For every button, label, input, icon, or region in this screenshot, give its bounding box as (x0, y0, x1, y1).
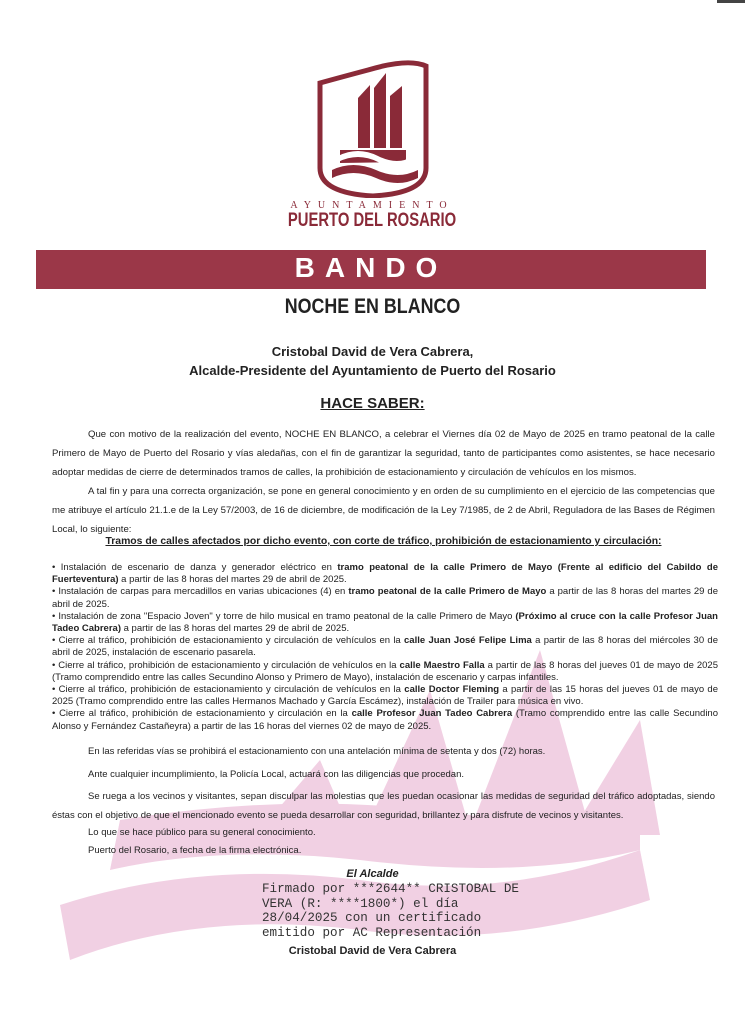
logo-puerto-del-rosario: PUERTO DEL ROSARIO (287, 210, 457, 231)
hace-saber-heading: HACE SABER: (320, 395, 425, 412)
logo-ayuntamiento: AYUNTAMIENTO (290, 200, 454, 211)
electronic-signature: Firmado por ***2644** CRISTOBAL DE VERA (R: ****1800*) el día 28/04/2025 con un certificado emitido por AC Representación (262, 882, 519, 940)
bando-title: BANDO (294, 252, 448, 283)
list-item: • Instalación de escenario de danza y generador eléctrico en tramo peatonal de la calle Primero de Mayo (Frente al edificio del Cabildo de Fuerteventura) a partir de las 8 horas del martes 29 de abril de 2025. (52, 562, 718, 586)
list-item: • Cierre al tráfico, prohibición de estacionamiento y circulación de vehículos en la calle Maestro Falla a partir de las 8 horas del jueves 01 de mayo de 2025 (Tramo comprendido entre las calles Secundino Alonso y Primero de Mayo), instalación de escenario y carpas infantiles. (52, 659, 718, 683)
closing-paragraph-3: Se ruega a los vecinos y visitantes, sepan disculpar las molestias que les puedan ocasionar las medidas de seguridad del tráfico adoptadas, siendo éstas con el objetivo de que el mencionado evento se pueda desarrollar con seguridad, brillantez y para disfrute de vecinos y visitantes. (52, 791, 715, 821)
event-title: NOCHE EN BLANCO (284, 295, 461, 318)
bando-banner (36, 250, 706, 289)
signer-name: Cristobal David de Vera Cabrera (288, 945, 457, 957)
document-page: AYUNTAMIENTO PUERTO DEL ROSARIO BANDO NOCHE EN BLANCO Cristobal David de Vera Cabrera, Alcalde-Presidente del Ayuntamiento de Puerto del Rosario HACE SABER: Que con motivo de la realización del evento, NOCHE EN BLANCO, a celebrar el Viernes día 02 de Mayo de 2025 en tramo peatonal de la calle Primero de Mayo de Puerto del Rosario y vías aledañas, con el fin de garantizar la seguridad, tanto de participantes como asistentes, se hace necesario adoptar medidas de cierre de determinados tramos de calles, la prohibición de estacionamiento y circulación de vehículos en los mismos. A tal fin y para una correcta organización, se pone en general conocimiento y en orden de su cumplimiento en el ejercicio de las competencias que me atribuye el artículo 21.1.e de la Ley 57/2003, de 16 de diciembre, de modificación de la Ley 7/1985, de 2 de Abril, Reguladora de las Bases de Régimen Local, lo siguiente: Tramos de calles afectados por dicho evento, con corte de tráfico, prohibición de estacionamiento y circulación: • Instalación de escenario de danza y generador eléctrico en tramo peatonal de la calle Primero de Mayo (Frente al edificio del Cabildo de Fuerteventura) a partir de las 8 horas del martes 29 de abril de 2025. • Instalación de carpas para mercadillos en varias ubicaciones (4) en tramo peatonal de la calle Primero de Mayo a partir de las 8 horas del martes 29 de abril de 2025. • Instalación de zona "Espacio Joven" y torre de hilo musical en tramo peatonal de la calle Primero de Mayo (Próximo al cruce con la calle Profesor Juan Tadeo Cabrera) a partir de las 8 horas del martes 29 de abril de 2025. • Cierre al tráfico, prohibición de estacionamiento y circulación de vehículos en la calle Juan José Felipe Lima a partir de las 8 horas del miércoles 30 de abril de 2025, instalación de escenario pasarela. • Cierre al tráfico, prohibición de estacionamiento y circulación de vehículos en la calle Maestro Falla a partir de las 8 horas del jueves 01 de mayo de 2025 (Tramo comprendido entre las calles Secundino Alonso y Primero de Mayo), instalación de escenario y carpas infantiles. • Cierre al tráfico, prohibición de estacionamiento y circulación de vehículos en la calle Doctor Fleming a partir de las 15 horas del jueves 01 de mayo de 2025 (Tramo comprendido entre las calles Hermanos Machado y García Escámez), instalación de Trailer para música en vivo. • Cierre al tráfico, prohibición de estacionamiento y circulación en la calle Profesor Juan Tadeo Cabrera (Tramo comprendido entre las calle Secundino Alonso y Fernández Castañeyra) a partir de las 16 horas del viernes 02 de mayo de 2025. En las referidas vías se prohibirá el estacionamiento con una antelación mínima de setenta y dos (72) horas. Ante cualquier incumplimiento, la Policía Local, actuará con las diligencias que procedan. Se ruega a los vecinos y visitantes, sepan disculpar las molestias que les puedan ocasionar las medidas de seguridad del tráfico adoptadas, siendo éstas con el objetivo de que el mencionado evento se pueda desarrollar con seguridad, brillantez y para disfrute de vecinos y visitantes. Lo que se hace público para su general conocimiento. Puerto del Rosario, a fecha de la firma electrónica. El Alcalde Firmado por ***2644** CRISTOBAL DE VERA (R: ****1800*) el día 28/04/2025 con un certificado emitido por AC Representación Cristobal David de Vera Cabrera (0, 0, 745, 1024)
affected-streets-list (52, 562, 718, 733)
section-title: Tramos de calles afectados por dicho evento, con corte de tráfico, prohibición de estacionamiento y circulación: (105, 536, 662, 547)
scan-edge-mark (717, 0, 745, 3)
list-item: • Instalación de zona "Espacio Joven" y torre de hilo musical en tramo peatonal de la calle Primero de Mayo (Próximo al cruce con la calle Profesor Juan Tadeo Cabrera) a partir de las 8 horas del martes 29 de abril de 2025. (52, 610, 718, 635)
author-role: Alcalde-Presidente del Ayuntamiento de Puerto del Rosario (189, 363, 556, 378)
intro-paragraph-2: A tal fin y para una correcta organización, se pone en general conocimiento y en orden de su cumplimiento en el ejercicio de las competencias que me atribuye el artículo 21.1.e de la Ley 57/2003, de 16 de diciembre, de modificación de la Ley 7/1985, de 2 de Abril, Reguladora de las Bases de Régimen Local, lo siguiente: (52, 486, 715, 535)
list-item: • Instalación de carpas para mercadillos en varias ubicaciones (4) en tramo peatonal de la calle Primero de Mayo a partir de las 8 horas del martes 29 de abril de 2025. (52, 586, 719, 610)
author-name: Cristobal David de Vera Cabrera, (271, 344, 474, 359)
list-item: • Cierre al tráfico, prohibición de estacionamiento y circulación en la calle Profesor Juan Tadeo Cabrera (Tramo comprendido entre las calle Secundino Alonso y Fernández Castañeyra) a partir de las 16 horas del viernes 02 de mayo de 2025. (52, 708, 718, 732)
signature-role: El Alcalde (346, 868, 399, 880)
list-item: • Cierre al tráfico, prohibición de estacionamiento y circulación de vehículos en la calle Juan José Felipe Lima a partir de las 8 horas del miércoles 30 de abril de 2025, instalación de escenario pasarela. (52, 635, 718, 659)
intro-paragraph-1: Que con motivo de la realización del evento, NOCHE EN BLANCO, a celebrar el Viernes día 02 de Mayo de 2025 en tramo peatonal de la calle Primero de Mayo de Puerto del Rosario y vías aledañas, con el fin de garantizar la seguridad, tanto de participantes como asistentes, se hace necesario adoptar medidas de cierre de determinados tramos de calles, la prohibición de estacionamiento y circulación de vehículos en los mismos. (52, 429, 715, 478)
list-item: • Cierre al tráfico, prohibición de estacionamiento y circulación de vehículos en la calle Doctor Fleming a partir de las 15 horas del jueves 01 de mayo de 2025 (Tramo comprendido entre las calles Hermanos Machado y García Escámez), instalación de Trailer para música en vivo. (52, 684, 718, 708)
municipality-crest-icon (298, 58, 448, 198)
